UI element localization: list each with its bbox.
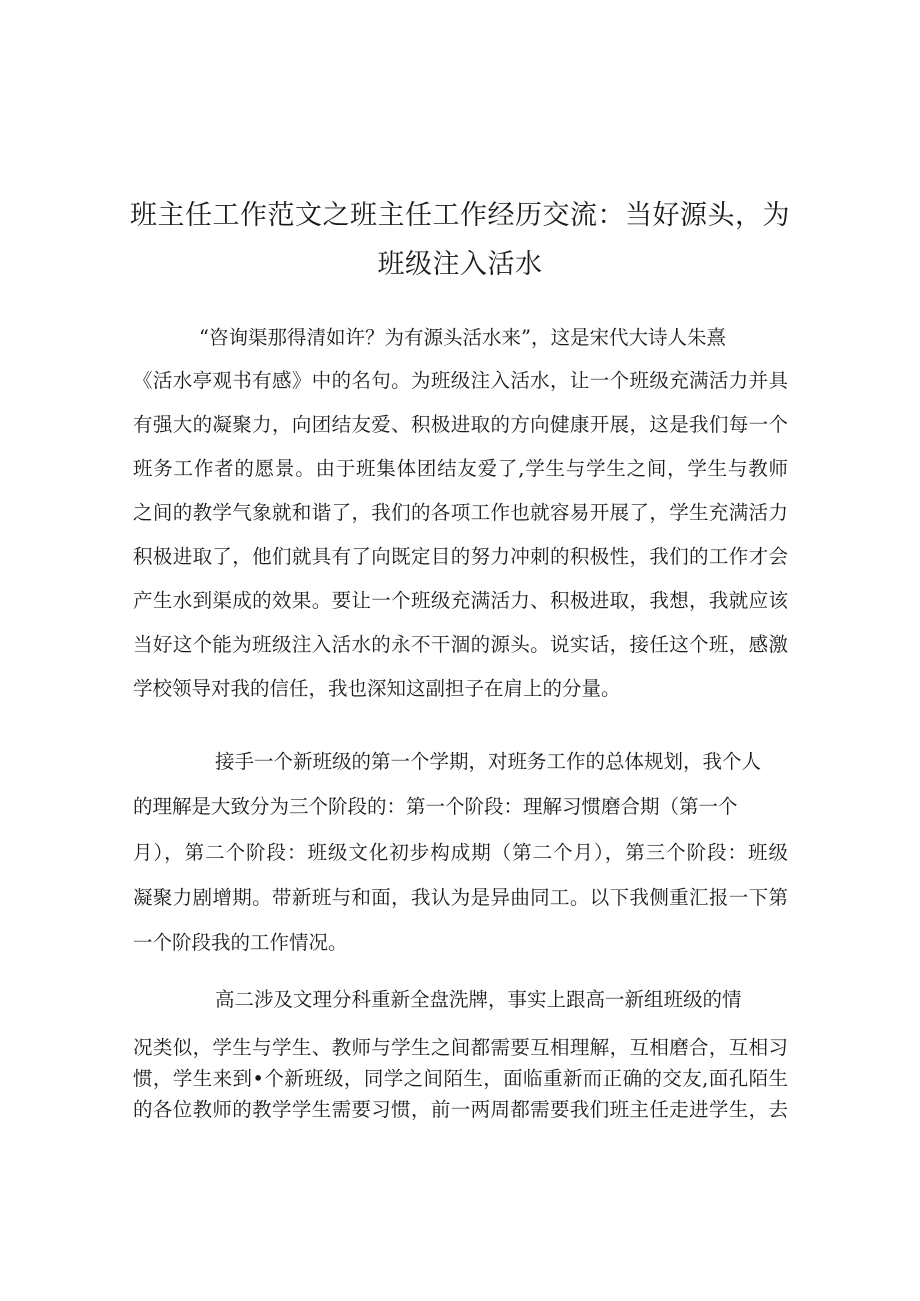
paragraph-1-line: 之间的教学气象就和谐了，我们的各项工作也就容易开展了，学生充满活力 bbox=[133, 501, 788, 524]
paragraph-3-line: 高二涉及文理分科重新全盘洗牌，事实上跟高一新组班级的情 bbox=[215, 988, 742, 1011]
paragraph-2-line: 月），第二个阶段：班级文化初步构成期（第二个月），第三个阶段：班级 bbox=[133, 841, 788, 864]
paragraph-1-line: 当好这个能为班级注入活水的永不干涸的源头。说实话，接任这个班，感激 bbox=[133, 633, 788, 656]
paragraph-2-line: 凝聚力剧增期。带新班与和面，我认为是异曲同工。以下我侧重汇报一下第 bbox=[133, 886, 788, 909]
paragraph-3-line: 惯，学生来到•个新班级，同学之间陌生，面临重新而正确的交友,面孔陌生 bbox=[133, 1067, 788, 1090]
paragraph-1-line: 积极进取了，他们就具有了向既定目的努力冲刺的积极性，我们的工作才会 bbox=[133, 545, 788, 568]
paragraph-1-line: 产生水到渠成的效果。要让一个班级充满活力、积极进取，我想，我就应该 bbox=[133, 589, 788, 612]
paragraph-1-line: 班务工作者的愿景。由于班集体团结友爱了,学生与学生之间，学生与教师 bbox=[133, 457, 788, 480]
paragraph-1-line: 有强大的凝聚力，向团结友爱、积极进取的方向健康开展，这是我们每一个 bbox=[133, 413, 788, 436]
document-title-line-2: 班级注入活水 bbox=[377, 249, 543, 280]
paragraph-1-line: 学校领导对我的信任，我也深知这副担子在肩上的分量。 bbox=[133, 677, 621, 700]
paragraph-3-line: 的各位教师的教学学生需要习惯，前一两周都需要我们班主任走进学生，去 bbox=[133, 1098, 788, 1121]
paragraph-2-line: 一个阶段我的工作情况。 bbox=[133, 931, 348, 954]
paragraph-2-line: 接手一个新班级的第一个学期，对班务工作的总体规划，我个人 bbox=[215, 750, 762, 773]
paragraph-2-line: 的理解是大致分为三个阶段的：第一个阶段：理解习惯磨合期（第一个 bbox=[133, 795, 738, 818]
paragraph-1-line: 《活水亭观书有感》中的名句。为班级注入活水，让一个班级充满活力并具 bbox=[133, 369, 788, 392]
paragraph-1-line: “咨询渠那得清如许？为有源头活水来”，这是宋代大诗人朱熹 bbox=[199, 326, 726, 349]
paragraph-3-line: 况类似，学生与学生、教师与学生之间都需要互相理解，互相磨合，互相习 bbox=[133, 1036, 788, 1059]
document-title-line-1: 班主任工作范文之班主任工作经历交流：当好源头，为 bbox=[130, 200, 790, 231]
